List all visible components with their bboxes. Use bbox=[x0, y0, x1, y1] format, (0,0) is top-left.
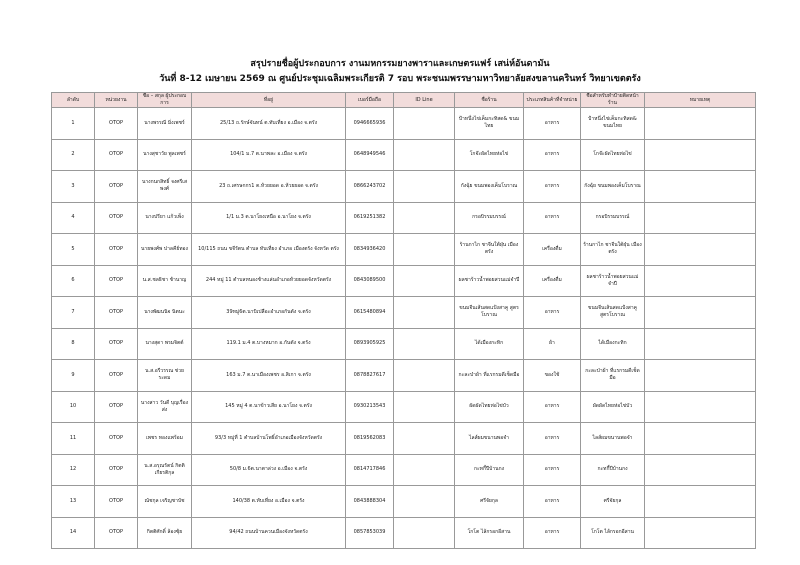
cell-line-id bbox=[394, 360, 455, 392]
cell-shop-name: กะทกี้ปีบ้านกง bbox=[455, 454, 524, 486]
cell-remark bbox=[645, 139, 756, 171]
cell-shop-name: กังฉุ้ย ขนมพองเค็มโบราณ bbox=[455, 171, 524, 203]
cell-category: เครื่องดื่ม bbox=[524, 234, 581, 266]
cell-category: อาหาร bbox=[524, 171, 581, 203]
cell-phone: 0866243702 bbox=[346, 171, 394, 203]
header-cell: ประเภทสินค้าที่จำหน่าย bbox=[524, 93, 581, 108]
cell-remark bbox=[645, 265, 756, 297]
table-row bbox=[52, 108, 756, 140]
cell-index: 4 bbox=[52, 202, 95, 234]
cell-name: น.ส.ชลธิชา ช้านาญ bbox=[138, 265, 192, 297]
cell-shop-name: ผลชาร้าวน้ำพอยสวนแม่จำปี bbox=[455, 265, 524, 297]
cell-index: 8 bbox=[52, 328, 95, 360]
cell-address: 244 หมู่ 11 ตำบลหนองช้างแล่นอำเภอห้วยยอดจังหวัดตรัง bbox=[192, 265, 346, 297]
cell-agency: OTOP bbox=[95, 234, 138, 266]
cell-phone: 0857853039 bbox=[346, 517, 394, 549]
cell-category: อาหาร bbox=[524, 454, 581, 486]
cell-agency: OTOP bbox=[95, 171, 138, 203]
cell-line-id bbox=[394, 234, 455, 266]
cell-index: 3 bbox=[52, 171, 95, 203]
header-row bbox=[52, 93, 756, 108]
cell-phone: 0615480894 bbox=[346, 297, 394, 329]
cell-index: 12 bbox=[52, 454, 95, 486]
cell-address: 94/42 ถนนบ้านควนเมืองจังหวัดตรัง bbox=[192, 517, 346, 549]
cell-name: นางสุดา พรมจิตต์ bbox=[138, 328, 192, 360]
cell-remark bbox=[645, 360, 756, 392]
cell-phone: 0930213543 bbox=[346, 391, 394, 423]
header-cell: ชื่อ – สกุล ผู้ประกอบการ bbox=[138, 93, 192, 108]
cell-shop-name: ได้เมืองกะทิก bbox=[455, 328, 524, 360]
cell-line-id bbox=[394, 328, 455, 360]
cell-sign-name: กรอบิรรมบรรณ์ bbox=[581, 202, 645, 234]
cell-line-id bbox=[394, 202, 455, 234]
cell-remark bbox=[645, 423, 756, 455]
cell-agency: OTOP bbox=[95, 454, 138, 486]
table-row bbox=[52, 139, 756, 171]
cell-category: อาหาร bbox=[524, 391, 581, 423]
table-body bbox=[52, 108, 756, 549]
table-row bbox=[52, 297, 756, 329]
cell-name: นายพงศ์พ ปาลคีย์ทอง bbox=[138, 234, 192, 266]
cell-index: 10 bbox=[52, 391, 95, 423]
header-cell: เบอร์มือถือ bbox=[346, 93, 394, 108]
cell-sign-name: ร้านกาไก ชาจีนใต้ฝุ่น เมืองตรัง bbox=[581, 234, 645, 266]
table-row bbox=[52, 391, 756, 423]
table-row bbox=[52, 423, 756, 455]
cell-index: 13 bbox=[52, 486, 95, 518]
cell-address: 163 ม.7 ต.นาเมืองเพชร อ.สิเกา จ.ตรัง bbox=[192, 360, 346, 392]
cell-line-id bbox=[394, 171, 455, 203]
cell-phone: 0834936420 bbox=[346, 234, 394, 266]
cell-line-id bbox=[394, 265, 455, 297]
cell-agency: OTOP bbox=[95, 328, 138, 360]
cell-name: นางพัฒนนิจ นิตนะ bbox=[138, 297, 192, 329]
cell-remark bbox=[645, 391, 756, 423]
cell-line-id bbox=[394, 486, 455, 518]
cell-address: 25/13 ถ.รักษ์จันทน์ ต.ทับเที่ยง อ.เมือง จ.ตรัง bbox=[192, 108, 346, 140]
cell-index: 6 bbox=[52, 265, 95, 297]
cell-index: 1 bbox=[52, 108, 95, 140]
cell-index: 11 bbox=[52, 423, 95, 455]
cell-name: นางกนกสิทธิ์ จงศรีเสพงศ์ bbox=[138, 171, 192, 203]
cell-category: ของใช้ bbox=[524, 360, 581, 392]
table-row bbox=[52, 202, 756, 234]
cell-phone: 0843089500 bbox=[346, 265, 394, 297]
cell-index: 7 bbox=[52, 297, 95, 329]
cell-category: อาหาร bbox=[524, 297, 581, 329]
cell-sign-name: ได้เมืองกะทิก bbox=[581, 328, 645, 360]
cell-category: อาหาร bbox=[524, 108, 581, 140]
cell-address: 93/3 หมู่ที่ 1 ตำบลบ้านโพธิ์อำเภอเมืองจังหวัดตรัง bbox=[192, 423, 346, 455]
header-cell: หน่วยงาน bbox=[95, 93, 138, 108]
cell-name: กิตติศักดิ์ ล้องซุ้ย bbox=[138, 517, 192, 549]
document-title: สรุปรายชื่อผู้ประกอบการ งานมหกรรมยางพาราและเกษตรแฟร์ เสน่ห์อันดามัน bbox=[250, 59, 550, 69]
cell-line-id bbox=[394, 391, 455, 423]
cell-phone: 0843888304 bbox=[346, 486, 394, 518]
cell-category: อาหาร bbox=[524, 486, 581, 518]
cell-line-id bbox=[394, 454, 455, 486]
cell-shop-name: ไลส์ผมขนานพอจำ bbox=[455, 423, 524, 455]
cell-agency: OTOP bbox=[95, 139, 138, 171]
cell-remark bbox=[645, 517, 756, 549]
cell-phone: 0619251382 bbox=[346, 202, 394, 234]
table-row bbox=[52, 486, 756, 518]
cell-line-id bbox=[394, 517, 455, 549]
cell-index: 9 bbox=[52, 360, 95, 392]
cell-name: นางพรรณี มิ่งเพชร์ bbox=[138, 108, 192, 140]
cell-name: ณัชกุล เจริญชาบัช bbox=[138, 486, 192, 518]
header-cell: ลำดับ bbox=[52, 93, 95, 108]
cell-phone: 0878827617 bbox=[346, 360, 394, 392]
cell-sign-name: กะละป่าผ้า ที่แรกรมดีเช็ดมือ bbox=[581, 360, 645, 392]
cell-line-id bbox=[394, 297, 455, 329]
cell-remark bbox=[645, 108, 756, 140]
cell-shop-name: ร้านกาไก ชาจีนใต้ฝุ่น เมืองตรัง bbox=[455, 234, 524, 266]
cell-name: เพชร ทองแพร้อม bbox=[138, 423, 192, 455]
cell-shop-name: กะละป่าผ้า ที่แรกรมดีเช็ดมือ bbox=[455, 360, 524, 392]
cell-address: 140/38 ต.ทับเที่ยง อ.เมือง จ.ตรัง bbox=[192, 486, 346, 518]
cell-index: 2 bbox=[52, 139, 95, 171]
cell-name: น.ส.อรีวรรณ ช่วยระดม bbox=[138, 360, 192, 392]
cell-address: 1/1 ม.3 ต.นาโยงเหนือ อ.นาโยง จ.ตรัง bbox=[192, 202, 346, 234]
header-cell: ชื่อร้าน bbox=[455, 93, 524, 108]
cell-phone: 0946665936 bbox=[346, 108, 394, 140]
cell-address: 145 หมู่ 4 ต.นาข้าวเสีย อ.นาโยง จ.ตรัง bbox=[192, 391, 346, 423]
cell-sign-name: ไลส์ผมขนานพอจำ bbox=[581, 423, 645, 455]
cell-name: นางปรียา แก้วเพ็ง bbox=[138, 202, 192, 234]
cell-line-id bbox=[394, 139, 455, 171]
cell-address: 39หมู่6ต.นาบิเปลือะอำเภอกันตัง จ.ตรัง bbox=[192, 297, 346, 329]
table-row bbox=[52, 360, 756, 392]
cell-agency: OTOP bbox=[95, 360, 138, 392]
cell-agency: OTOP bbox=[95, 108, 138, 140]
cell-sign-name: กังฉุ้ย ขนมพองเค็มโบราณ bbox=[581, 171, 645, 203]
cell-agency: OTOP bbox=[95, 265, 138, 297]
table-row bbox=[52, 265, 756, 297]
header-cell: ID Line bbox=[394, 93, 455, 108]
table-row bbox=[52, 454, 756, 486]
cell-name: นางสุชาวัย พูลเพชร์ bbox=[138, 139, 192, 171]
cell-phone: 0819562083 bbox=[346, 423, 394, 455]
cell-category: อาหาร bbox=[524, 139, 581, 171]
cell-agency: OTOP bbox=[95, 391, 138, 423]
cell-sign-name: ขนมจีนเส้นสดแป้งสาคู สูตรโบราณ bbox=[581, 297, 645, 329]
cell-sign-name: ศรีจัยกุล bbox=[581, 486, 645, 518]
cell-phone: 0648949546 bbox=[346, 139, 394, 171]
cell-remark bbox=[645, 202, 756, 234]
cell-phone: 0893905925 bbox=[346, 328, 394, 360]
table-row bbox=[52, 234, 756, 266]
table-row bbox=[52, 171, 756, 203]
cell-shop-name: ผัดผัดไทยห่อไข่บัว bbox=[455, 391, 524, 423]
cell-index: 5 bbox=[52, 234, 95, 266]
cell-shop-name: กรอบิรรมบรรณ์ bbox=[455, 202, 524, 234]
table-row bbox=[52, 517, 756, 549]
cell-remark bbox=[645, 454, 756, 486]
cell-agency: OTOP bbox=[95, 297, 138, 329]
cell-line-id bbox=[394, 108, 455, 140]
header-cell: ที่อยู่ bbox=[192, 93, 346, 108]
cell-index: 14 bbox=[52, 517, 95, 549]
cell-sign-name: โกโต ไล้กรอกอีสาน bbox=[581, 517, 645, 549]
cell-sign-name: ป้าหนึ่งไข่เค็มกะทิสด& ขนมไทย bbox=[581, 108, 645, 140]
cell-remark bbox=[645, 297, 756, 329]
cell-name: นางสาว วันดี บุญเรื่องส่ง bbox=[138, 391, 192, 423]
vendor-table bbox=[51, 92, 756, 549]
cell-remark bbox=[645, 234, 756, 266]
cell-category: อาหาร bbox=[524, 423, 581, 455]
cell-address: 10/115 ถนน ขจีรัตน ตำบล ทับเที่ยง อำเภอ เมืองตรัง จังหวัด ตรัง bbox=[192, 234, 346, 266]
cell-remark bbox=[645, 486, 756, 518]
cell-shop-name: ป้าหนึ่งไข่เค็มกะทิสด& ขนมไทย bbox=[455, 108, 524, 140]
cell-remark bbox=[645, 171, 756, 203]
cell-shop-name: ขนมจีนเส้นสดแป้งสาคู สูตรโบราณ bbox=[455, 297, 524, 329]
cell-remark bbox=[645, 328, 756, 360]
header-cell: หมายเหตุ bbox=[645, 93, 756, 108]
cell-category: อาหาร bbox=[524, 202, 581, 234]
cell-address: 23 ถ.เศรษกกร1 ต.ห้วยยอด อ.ห้วยยอด จ.ตรัง bbox=[192, 171, 346, 203]
cell-line-id bbox=[394, 423, 455, 455]
cell-address: 119.1 ม.4 ต.บางหมาก อ.กันตัง จ.ตรัง bbox=[192, 328, 346, 360]
cell-sign-name: โกจ๊ะผัดไทยห่อไข่ bbox=[581, 139, 645, 171]
cell-address: 104/1 ม.7 ต.นาพละ อ.เมือง จ.ตรัง bbox=[192, 139, 346, 171]
cell-agency: OTOP bbox=[95, 423, 138, 455]
cell-category: อาหาร bbox=[524, 517, 581, 549]
cell-phone: 0814717846 bbox=[346, 454, 394, 486]
cell-shop-name: โกโต ไล้กรอกอีสาน bbox=[455, 517, 524, 549]
cell-sign-name: ผลชาร้าวน้ำพอยสวนแม่จำปี bbox=[581, 265, 645, 297]
cell-shop-name: โกจ๊ะผัดไทยห่อไข่ bbox=[455, 139, 524, 171]
cell-category: เครื่องดื่ม bbox=[524, 265, 581, 297]
cell-category: ผ้า bbox=[524, 328, 581, 360]
cell-address: 50/8 ม.6ต.นาตาล่วง อ.เมือง จ.ตรัง bbox=[192, 454, 346, 486]
cell-sign-name: ผัดผัดไทยห่อไข่บัว bbox=[581, 391, 645, 423]
cell-agency: OTOP bbox=[95, 486, 138, 518]
cell-shop-name: ศรีจัยกุล bbox=[455, 486, 524, 518]
cell-name: น.ส.อรุณรัตน์ กิตติเกียรติกุล bbox=[138, 454, 192, 486]
document-subtitle: วันที่ 8-12 เมษายน 2569 ณ ศูนย์ประชุมเฉลิมพระเกียรติ 7 รอบ พระชนมพรรษามหาวิทยาลัยสงขลานครินทร์ วิทยาเขตตรัง bbox=[159, 74, 641, 84]
cell-agency: OTOP bbox=[95, 517, 138, 549]
table-row bbox=[52, 328, 756, 360]
cell-agency: OTOP bbox=[95, 202, 138, 234]
header-cell: ชื่อสำหรับทำป้ายติดหน้าร้าน bbox=[581, 93, 645, 108]
cell-sign-name: กะทกี้ปีบ้านกง bbox=[581, 454, 645, 486]
